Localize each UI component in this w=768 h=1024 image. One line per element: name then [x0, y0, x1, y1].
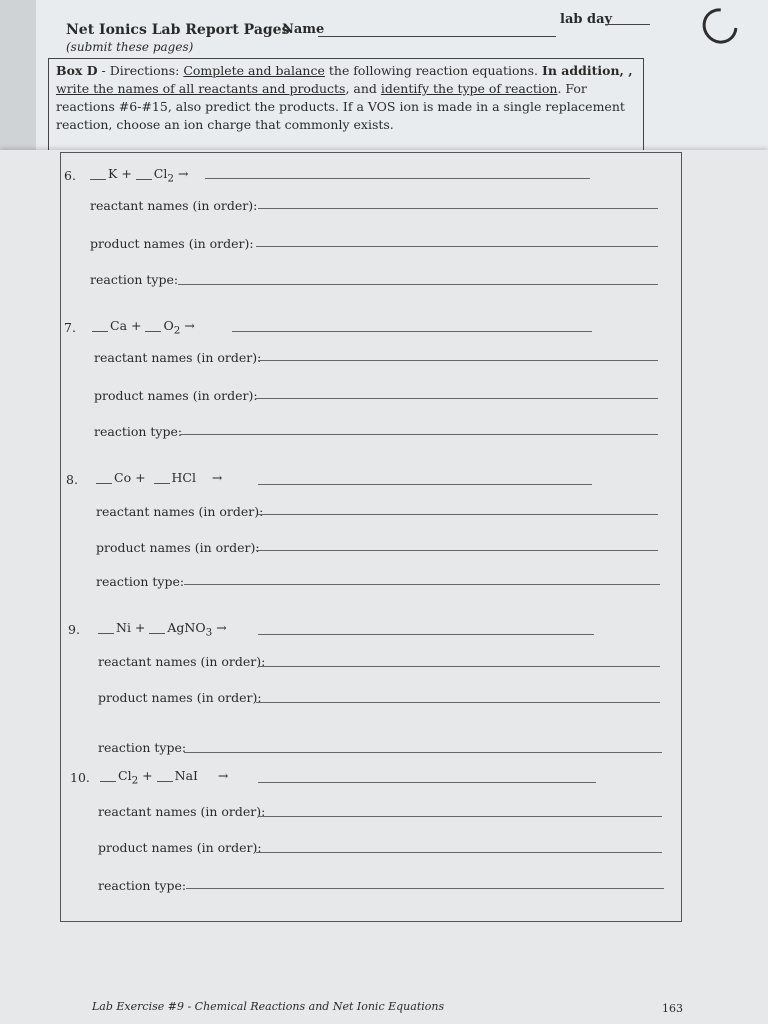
- product-label: product names (in order):: [94, 388, 258, 403]
- plus-sign: +: [121, 166, 132, 181]
- reactant-1: Co: [114, 470, 132, 485]
- directions-text: [56, 62, 636, 134]
- type-label: reaction type:: [96, 574, 185, 589]
- problem-number: 10.: [70, 770, 90, 785]
- directions-t3: . For reactions #6-#15, also predict the products. If a VOS ion is made in a single replacement reaction, choose an ion charge that commonly exists.: [56, 81, 625, 132]
- products-field[interactable]: [205, 178, 590, 179]
- product-label: product names (in order):: [98, 690, 262, 705]
- arrow-icon: →: [177, 166, 189, 181]
- arrow-icon: →: [216, 620, 227, 635]
- subscript: 3: [205, 626, 213, 639]
- reaction-type-field[interactable]: [178, 284, 658, 285]
- labday-field[interactable]: [606, 24, 650, 25]
- reactant-label: reactant names (in order):: [96, 504, 264, 519]
- product-names-field[interactable]: [256, 398, 658, 399]
- directions-t2: , and: [345, 81, 381, 96]
- page-subtitle: (submit these pages): [66, 40, 194, 54]
- page-number: 163: [662, 1002, 683, 1015]
- box-label: Box D: [56, 63, 98, 78]
- reactant-2: Cl: [153, 166, 168, 181]
- equation: [100, 768, 228, 787]
- equation: [98, 620, 227, 639]
- reactant-names-field[interactable]: [258, 208, 658, 209]
- arrow-icon: →: [217, 768, 229, 783]
- type-label: reaction type:: [94, 424, 183, 439]
- product-label: product names (in order):: [90, 236, 254, 251]
- subscript: 2: [173, 324, 181, 337]
- reaction-type-field[interactable]: [186, 888, 664, 889]
- problem-number: 8.: [66, 472, 78, 487]
- problem-number: 6.: [64, 168, 76, 183]
- plus-sign: +: [142, 768, 153, 783]
- product-names-field[interactable]: [256, 702, 660, 703]
- directions-u3: identify the type of reaction: [380, 81, 558, 96]
- reactant-1: Ca: [110, 318, 128, 333]
- directions-u2: write the names of all reactants and products: [56, 81, 346, 96]
- reaction-type-field[interactable]: [180, 434, 658, 435]
- labday-label: lab day: [560, 12, 613, 27]
- reactant-label: reactant names (in order):: [94, 350, 262, 365]
- products-field[interactable]: [258, 484, 592, 485]
- equation: [90, 166, 188, 185]
- name-label: Name: [282, 22, 325, 37]
- plus-sign: +: [131, 318, 142, 333]
- product-names-field[interactable]: [256, 246, 658, 247]
- subscript: 2: [167, 172, 174, 185]
- product-label: product names (in order):: [96, 540, 260, 555]
- plus-sign: +: [134, 620, 146, 635]
- reactant-2: NaI: [174, 768, 198, 783]
- reactant-label: reactant names (in order):: [90, 198, 258, 213]
- reactant-1: Cl: [118, 768, 132, 783]
- reactant-label: reactant names (in order):: [98, 654, 266, 669]
- reactant-names-field[interactable]: [258, 360, 658, 361]
- directions-u1: Complete and balance: [183, 63, 325, 78]
- page-footer: Lab Exercise #9 - Chemical Reactions and Net Ionic Equations: [92, 1000, 445, 1013]
- name-field[interactable]: [318, 36, 556, 37]
- reactant-1: Ni: [116, 620, 131, 635]
- product-names-field[interactable]: [256, 852, 662, 853]
- directions-sep: - Directions:: [97, 63, 184, 78]
- reactant-label: reactant names (in order):: [98, 804, 266, 819]
- products-field[interactable]: [258, 782, 596, 783]
- reactant-1: K: [108, 166, 118, 181]
- page-title: Net Ionics Lab Report Pages: [66, 22, 290, 38]
- type-label: reaction type:: [90, 272, 179, 287]
- reactant-2: AgNO: [167, 620, 206, 635]
- arrow-icon: →: [211, 470, 223, 485]
- type-label: reaction type:: [98, 740, 187, 755]
- reactant-names-field[interactable]: [258, 666, 660, 667]
- directions-b1: In addition, ,: [541, 63, 633, 78]
- product-names-field[interactable]: [256, 550, 658, 551]
- problem-number: 7.: [64, 320, 76, 335]
- directions-t1: the following reaction equations.: [324, 63, 542, 78]
- reactant-names-field[interactable]: [258, 816, 662, 817]
- equation: [96, 470, 222, 489]
- equation: [92, 318, 195, 337]
- reaction-type-field[interactable]: [184, 752, 662, 753]
- type-label: reaction type:: [98, 878, 187, 893]
- product-label: product names (in order):: [98, 840, 262, 855]
- reactant-2: O: [163, 318, 174, 333]
- plus-sign: +: [135, 470, 146, 485]
- arrow-icon: →: [184, 318, 195, 333]
- products-field[interactable]: [258, 634, 594, 635]
- reactant-2: HCl: [171, 470, 196, 485]
- reaction-type-field[interactable]: [184, 584, 660, 585]
- problem-number: 9.: [68, 622, 80, 637]
- reactant-names-field[interactable]: [258, 514, 658, 515]
- products-field[interactable]: [232, 331, 592, 332]
- subscript: 2: [131, 774, 139, 787]
